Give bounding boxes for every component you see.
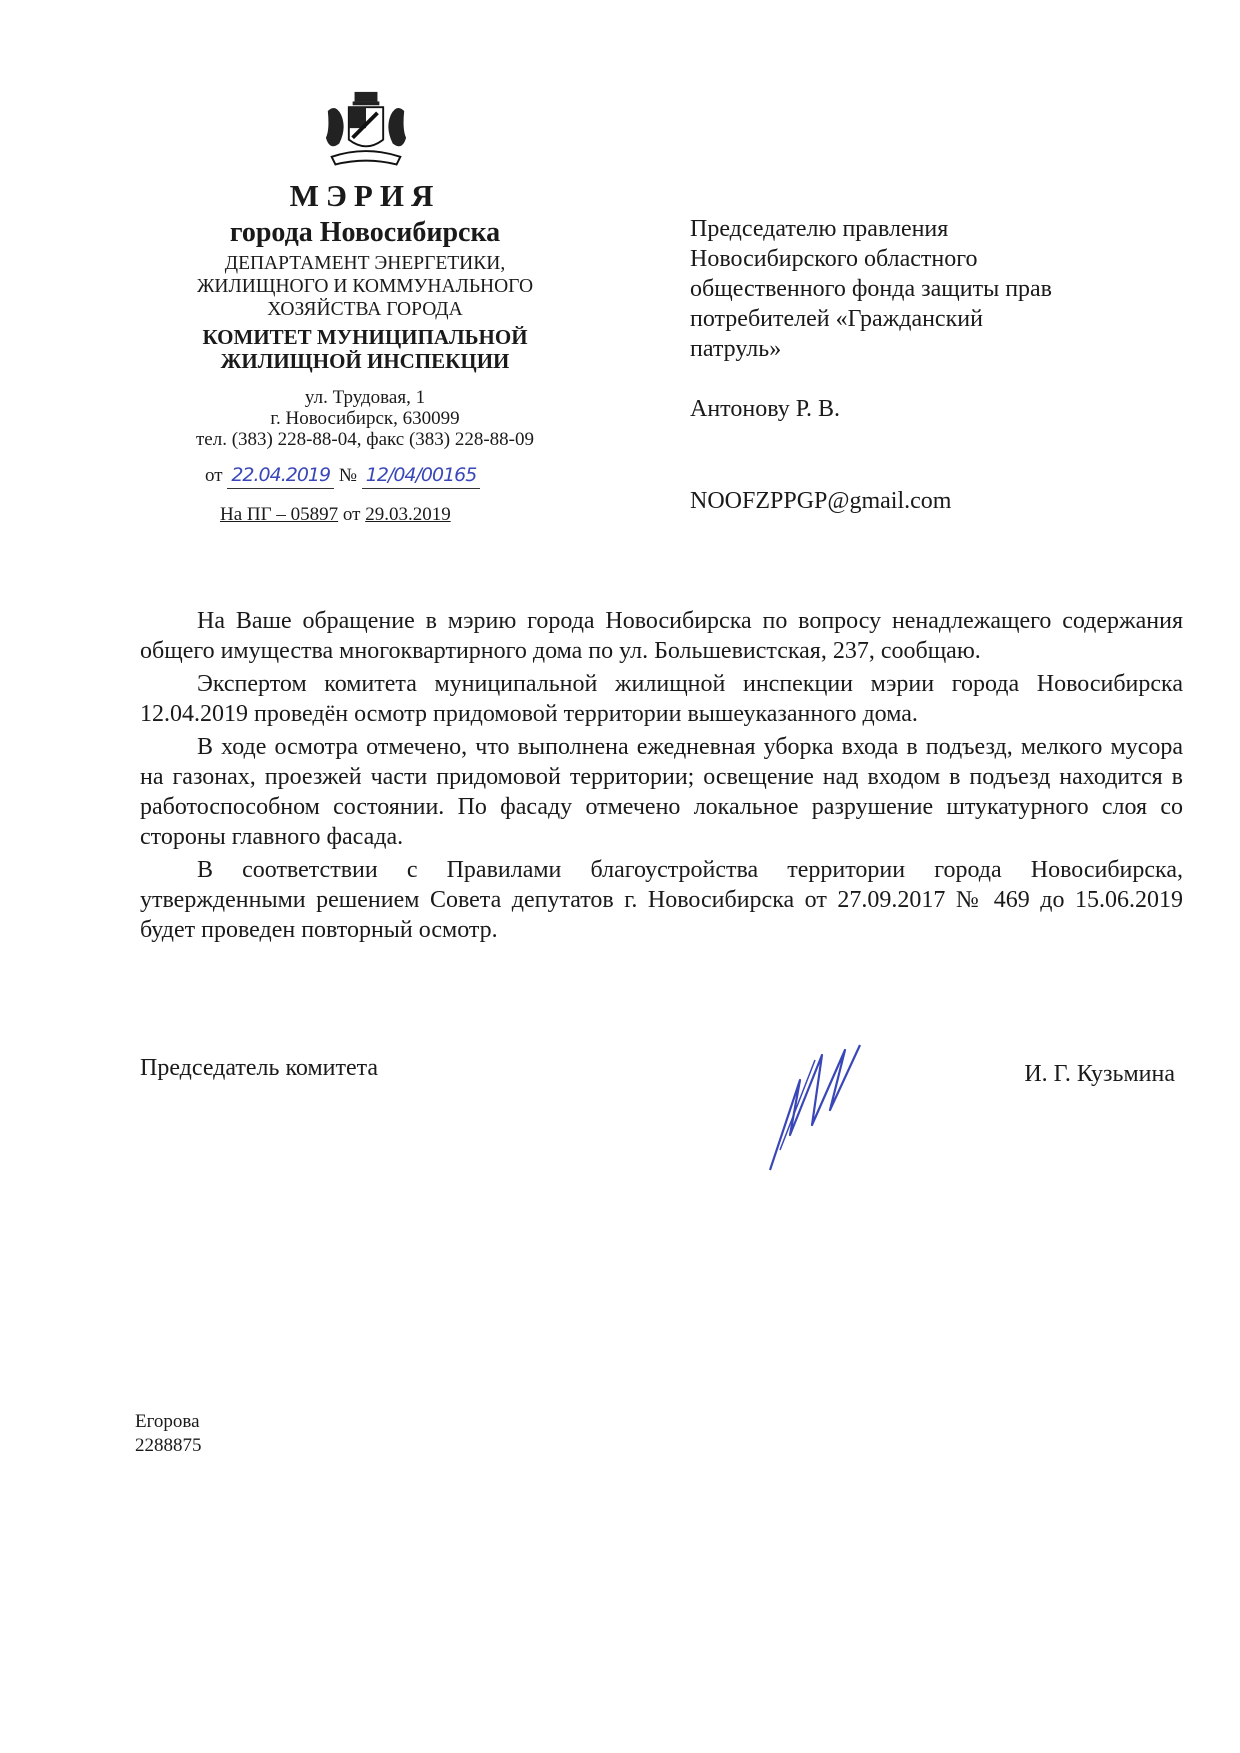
reply-date: 29.03.2019 bbox=[365, 504, 451, 525]
city-title: города Новосибирска bbox=[229, 217, 501, 248]
addressee-person: Антонову Р. В. bbox=[690, 396, 841, 422]
addressee-line: патруль» bbox=[690, 336, 782, 362]
number-prefix: № bbox=[338, 465, 357, 486]
address-line: г. Новосибирск, 630099 bbox=[270, 408, 460, 429]
addressee-line: Председателю правления bbox=[690, 216, 949, 242]
addressee-line: потребителей «Гражданский bbox=[690, 306, 983, 332]
addressee-block bbox=[690, 214, 1052, 364]
address-line: ул. Трудовая, 1 bbox=[304, 387, 426, 408]
addressee-line: общественного фонда защиты прав bbox=[690, 276, 1053, 302]
addressee-email: NOOFZPPGP@gmail.com bbox=[690, 488, 952, 514]
handwritten-date: 22.04.2019 bbox=[227, 462, 334, 489]
handwritten-signature bbox=[760, 1040, 870, 1175]
signer-position: Председатель комитета bbox=[140, 1055, 379, 1081]
reply-from-label: от bbox=[342, 504, 361, 525]
signer-name: И. Г. Кузьмина bbox=[1024, 1061, 1175, 1087]
executor-info bbox=[135, 1410, 202, 1458]
address-line: тел. (383) 228-88-04, факс (383) 228-88-09 bbox=[195, 429, 535, 450]
executor-phone: 2288875 bbox=[135, 1435, 202, 1456]
body-paragraph: На Ваше обращение в мэрию города Новосибирска по вопросу ненадлежащего содержания общего имущества многоквартирного дома по ул. Большевистская, 237, сообщаю. bbox=[140, 608, 1183, 664]
sender-address bbox=[130, 387, 600, 450]
department-name bbox=[130, 252, 600, 321]
committee-line: ЖИЛИЩНОЙ ИНСПЕКЦИИ bbox=[220, 349, 510, 373]
department-line: ДЕПАРТАМЕНТ ЭНЕРГЕТИКИ, bbox=[224, 253, 506, 274]
body-paragraph: В ходе осмотра отмечено, что выполнена ежедневная уборка входа в подъезд, мелкого мусора на газонах, проезжей части придомовой территории; освещение над входом в подъезд находится в работоспособном состоянии. По фасаду отмечено локальное разрушение штукатурного слоя со стороны главного фасада. bbox=[140, 734, 1183, 850]
addressee-line: Новосибирского областного bbox=[690, 246, 978, 272]
department-line: ЖИЛИЩНОГО И КОММУНАЛЬНОГО bbox=[196, 276, 534, 297]
letter-body bbox=[140, 606, 1183, 948]
body-paragraph: Экспертом комитета муниципальной жилищной инспекции мэрии города Новосибирска 12.04.2019 проведён осмотр придомовой территории вышеуказанного дома. bbox=[140, 671, 1183, 727]
department-line: ХОЗЯЙСТВА ГОРОДА bbox=[267, 299, 463, 320]
mayor-office-title: МЭРИЯ bbox=[289, 178, 441, 213]
handwritten-number: 12/04/00165 bbox=[362, 462, 481, 489]
date-prefix: от bbox=[205, 465, 223, 486]
reply-reference bbox=[220, 504, 451, 526]
reply-to-number: На ПГ – 05897 bbox=[220, 504, 339, 525]
committee-name bbox=[130, 325, 600, 373]
registration-line bbox=[205, 462, 480, 489]
executor-name: Егорова bbox=[135, 1411, 200, 1432]
body-paragraph: В соответствии с Правилами благоустройства территории города Новосибирска, утвержденными решением Совета депутатов г. Новосибирска от 27.09.2017 № 469 до 15.06.2019 будет проведен повторный осмотр. bbox=[140, 857, 1183, 943]
committee-line: КОМИТЕТ МУНИЦИПАЛЬНОЙ bbox=[202, 325, 528, 349]
coat-of-arms-emblem bbox=[318, 90, 414, 174]
